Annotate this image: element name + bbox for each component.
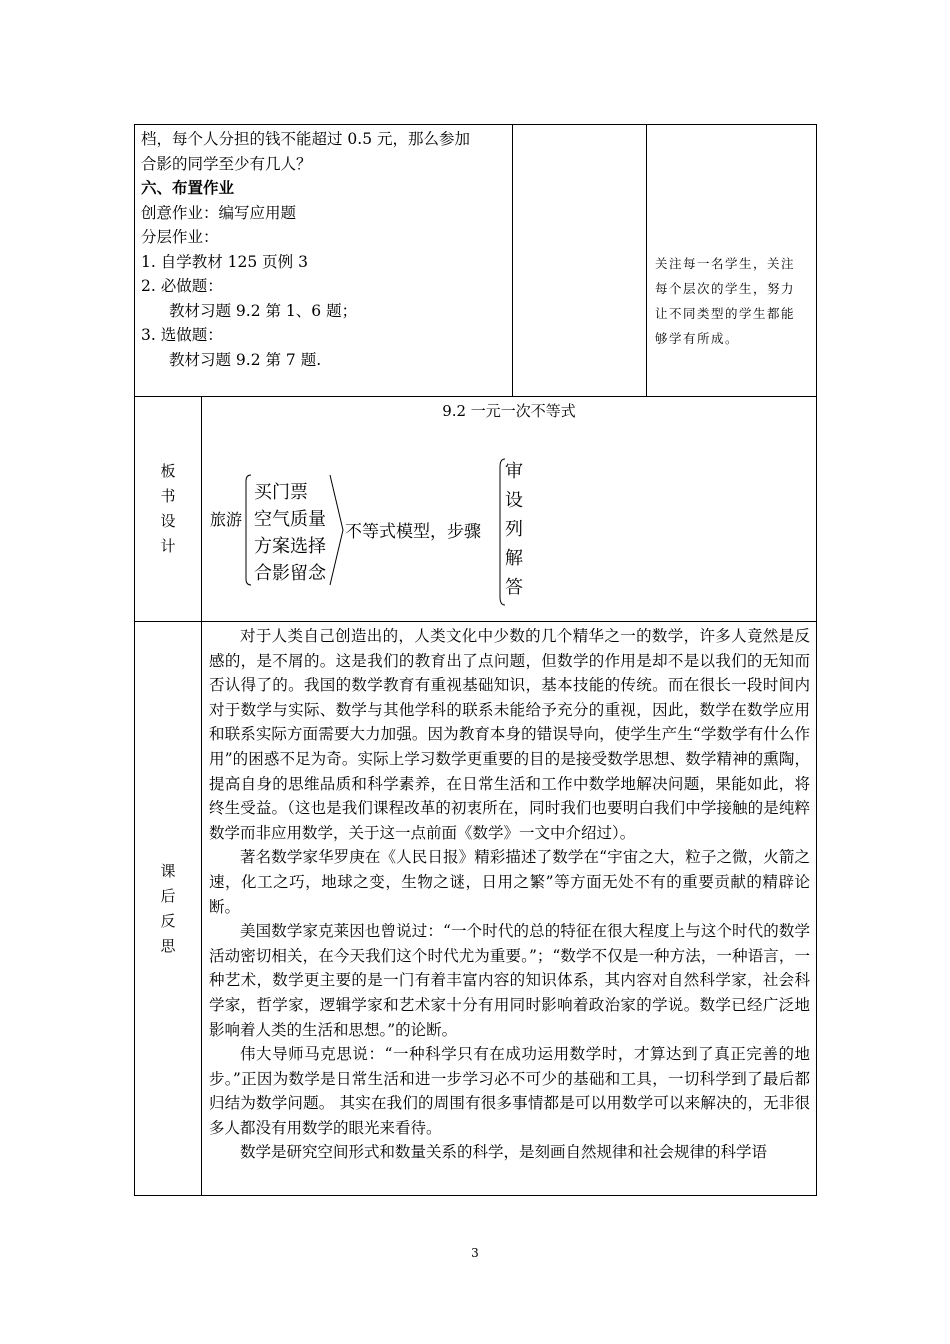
board-item: 买门票: [254, 482, 308, 503]
assignment-item: 3. 选做题：: [141, 326, 223, 344]
label-char: 后: [160, 886, 176, 905]
reflection-paragraph: 数学是研究空间形式和数量关系的科学，是刻画自然规律和社会规律的科学语: [240, 1143, 768, 1162]
label-char: 思: [160, 936, 176, 955]
label-char: 反: [160, 911, 176, 930]
lesson-plan-table: [134, 124, 817, 1196]
step-char: 审: [505, 461, 523, 482]
assignment-row: [135, 125, 817, 397]
empty-cell: [513, 125, 647, 397]
left-brace: [246, 475, 251, 585]
board-label-cell: [135, 397, 202, 622]
board-row: [135, 397, 817, 622]
reflection-row: [135, 622, 817, 1196]
step-char: 设: [505, 490, 523, 511]
note-line: 每个层次的学生，努力: [655, 281, 796, 296]
label-char: 计: [160, 537, 176, 555]
step-char: 解: [505, 548, 523, 569]
assignment-item: 教材习题 9.2 第 1、6 题；: [169, 301, 358, 320]
assignment-item: 教材习题 9.2 第 7 题.: [169, 350, 322, 369]
board-diagram: [202, 397, 816, 621]
board-design-cell: [202, 397, 817, 622]
assignment-item: 创意作业：编写应用题: [141, 203, 297, 222]
label-char: 书: [160, 487, 176, 505]
board-root: 旅游: [210, 510, 243, 529]
reflection-content: [202, 622, 816, 1195]
board-design: [202, 397, 816, 621]
right-angle-brace: [330, 475, 343, 585]
label-char: 板: [160, 462, 176, 480]
note-line: 够学有所成。: [655, 331, 740, 346]
board-model: 不等式模型，步骤: [345, 522, 481, 542]
reflection-label-cell: [135, 622, 202, 1196]
assignment-item: 2. 必做题：: [141, 277, 223, 295]
board-item: 方案选择: [254, 536, 326, 557]
board-item: 合影留念: [254, 563, 326, 584]
text-line: 档，每个人分担的钱不能超过 0.5 元，那么参加: [141, 130, 471, 148]
reflection-paragraph: 美国数学家克莱因也曾说过：“一个时代的总的特征在很大程度上与这个时代的数学活动密切相关，在今天我们这个时代尤为重要。”；“数学不仅是一种方法，一种语言，一种艺术，数学更主要的是一门有着丰富内容的知识体系，其内容对自然科学家，社会科学家，哲学家，逻辑学家和艺术家十分有用同时影响着政治家的学说。数学已经广泛地影响着人类的生活和思想。”的论断。: [209, 922, 811, 1039]
step-char: 答: [505, 577, 523, 598]
reflection-paragraph: 著名数学家华罗庚在《人民日报》精彩描述了数学在“宇宙之大，粒子之微，火箭之速，化工之巧，地球之变，生物之谜，日用之繁”等方面无处不有的重要贡献的精辟论断。: [209, 848, 811, 916]
assignment-item: 1. 自学教材 125 页例 3: [141, 252, 308, 271]
page-number: 3: [471, 1246, 479, 1260]
note-line: 关注每一名学生，关注: [655, 256, 796, 271]
assignment-content: [135, 125, 512, 396]
note-line: 让不同类型的学生都能: [655, 306, 796, 321]
text-line: 合影的同学至少有几人？: [141, 154, 312, 173]
teacher-note: [647, 125, 816, 351]
label-char: 设: [160, 512, 176, 530]
board-title: 9.2 一元一次不等式: [442, 402, 576, 420]
assignment-item: 分层作业：: [141, 228, 219, 246]
reflection-cell: [202, 622, 817, 1196]
reflection-paragraph: 对于人类自己创造出的，人类文化中少数的几个精华之一的数学，许多人竟然是反感的，是不屑的。这是我们的教育出了点问题，但数学的作用是却不是以我们的无知而否认得了的。我国的数学教育有重视基础知识，基本技能的传统。而在很长一段时间内对于数学与实际、数学与其他学科的联系未能给予充分的重视，因此，数学在数学应用和联系实际方面需要大力加强。因为教育本身的错误导向，使学生产生“学数学有什么作用”的困惑不足为奇。实际上学习数学更重要的目的是接受数学思想、数学精神的熏陶，提高自身的思维品质和科学素养，在日常生活和工作中数学地解决问题，果能如此，将终生受益。（这也是我们课程改革的初衷所在，同时我们也要明白我们中学接触的是纯粹数学而非应用数学，关于这一点前面《数学》一文中介绍过）。: [209, 627, 811, 842]
section-heading: 六、布置作业: [141, 178, 235, 197]
note-cell: [647, 125, 817, 397]
board-item: 空气质量: [254, 509, 326, 530]
label-char: 课: [160, 861, 176, 880]
step-char: 列: [505, 519, 523, 540]
assignment-cell: [135, 125, 513, 397]
reflection-paragraph: 伟大导师马克思说：“一种科学只有在成功运用数学时，才算达到了真正完善的地步。”正因为数学是日常生活和进一步学习必不可少的基础和工具，一切科学到了最后都归结为数学问题。 其实在我们的周围有很多事情都是可以用数学可以来解决的，无非很多人都没有用数学的眼光来看待。: [209, 1045, 811, 1137]
